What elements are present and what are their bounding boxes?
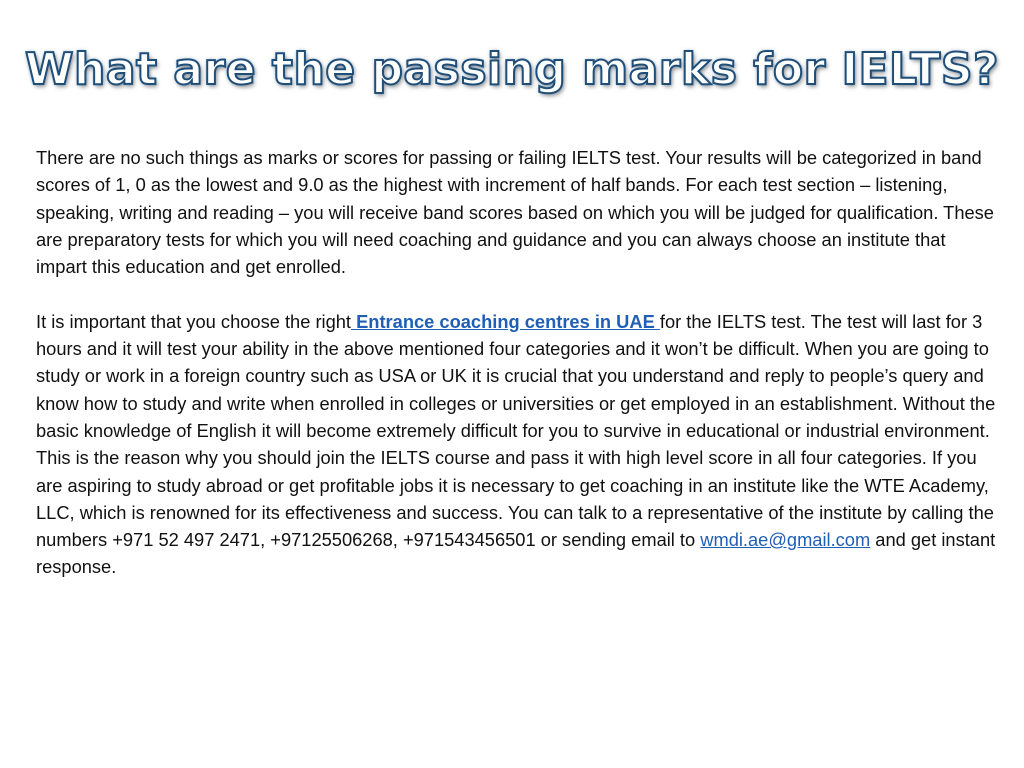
- paragraph-main-text-start: It is important that you choose the right: [36, 310, 352, 332]
- paragraph-main: [36, 308, 996, 581]
- paragraph-main-text-end: and get instant response.: [36, 529, 996, 578]
- paragraph-intro: There are no such things as marks or scores for passing or failing IELTS test. Your results will be categorized in band scores of 1, 0 as the lowest and 9.0 as the highest with increment of half bands. For each test section – listening, speaking, writing and reading – you will receive band scores based on which you will be judged for qualification. These are preparatory tests for which you will need coaching and guidance and you can always choose an institute that impart this education and get enrolled.: [36, 147, 994, 278]
- slide-title: What are the passing marks for IELTS?: [24, 44, 1000, 95]
- email-link[interactable]: wmdi.ae@gmail.com: [700, 529, 871, 551]
- entrance-coaching-link[interactable]: Entrance coaching centres in UAE: [351, 310, 660, 332]
- paragraph-main-text-middle: for the IELTS test. The test will last for 3 hours and it will test your ability in the above mentioned four categories and it won’t be difficult. When you are going to study or work in a foreign country such as USA or UK it is crucial that you understand and reply to people’s query and know how to study and write when enrolled in colleges or universities or get employed in an establishment. Without the basic knowledge of English it will become extremely difficult for you to survive in educational or industrial environment. This is the reason why you should join the IELTS course and pass it with high level score in all four categories. If you are aspiring to study abroad or get profitable jobs it is necessary to get coaching in an institute like the WTE Academy, LLC, which is renowned for its effectiveness and success. You can talk to a representative of the institute by calling the numbers +971 52 497 2471, +97125506268, +971543456501 or sending email to: [36, 310, 996, 551]
- slide-body: [36, 144, 996, 608]
